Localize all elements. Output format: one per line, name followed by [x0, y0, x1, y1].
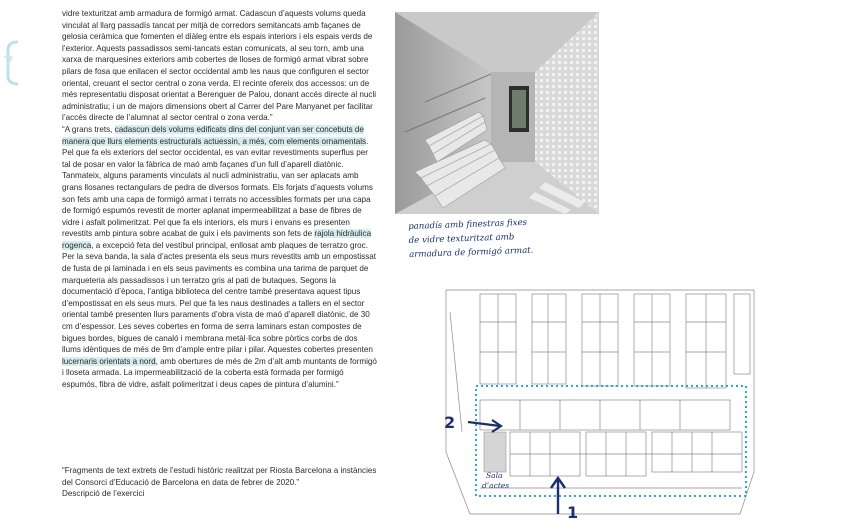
highlighted-text: lucernaris orientats a nord: [62, 356, 156, 366]
stair-corridor-photo: [395, 12, 599, 214]
text-run: “A grans trets,: [62, 124, 115, 134]
highlighted-text: cadascun dels volums edificats dins del conjunt van ser concebuts de manera que llurs elements estructurals actuessin, a més, com elements ornamentals: [62, 124, 367, 146]
paragraph-1: [62, 8, 378, 124]
site-plan: [440, 282, 760, 522]
label-actes: d’actes: [482, 481, 510, 490]
arrow-2-number: 2: [444, 413, 456, 432]
text-run: , a excepció feta del vestíbul principal, enllosat amb plaques de terratzo groc. Per la seva banda, la sala d’actes presenta els seus murs revestits amb un empostissat de fusta de pi laminada i en els seus paviments es combina una tarima de parquet de marqueteria als passadissos i un terratzo gris al pati de butaques. Segons la documentació d’època, l’antiga biblioteca del centre també presentava aquest tipus d’empostissat en els seus murs. Pel que fa les naus destinades a tallers en el sector oriental també presenten llurs paraments d’obra vista de maó d’aparell diatònic, de 30 cm d’espessor. Les seves cobertes en forma de serra laminars estan compostes de bigues bordes, bigues de canaló i membrana metàl·lica sobre pòrtics corbs de dos llums idèntiques de més de 9m d’ample entre pilar i pilar. Aquestes cobertes presenten: [62, 240, 377, 355]
footnote-caption: Descripció de l’exercici: [62, 489, 145, 499]
margin-question-mark: ?: [3, 51, 14, 75]
handwritten-line-1: panadís amb finestras fixes: [408, 217, 528, 232]
arrow-1-number: 1: [567, 503, 579, 522]
text-run: vidre texturitzat amb armadura de formigó armat. Cadascun d’aquests volums queda vinculat al llarg passadís tancat per mitjà de corredors semitancats amb façanes de gelosia ceràmica que fomenten el diàleg entre els espais interiors i els espais verds de l’exterior. Aquests passadissos semi-tancats estan comunicats, al seu torn, amb una xarxa de marquesines exteriors amb cobertes de lloses de formigó armat vibrat sobre pilars de fosa que enllacen el sector occidental amb les naus que configuren el sector oriental, creuant el sector central o zona verda. El recinte ofereix dos accessos: un de més representatiu disposat orientat a Berenguer de Palou, donant accés directe al nucli administratiu; i un de majors dimensions obert al Carrer del Pare Manyanet per facilitar l’accés directe de l’alumnat al sector central o zona verda.”: [62, 9, 377, 123]
text-run: . Pel que fa els exteriors del sector occidental, es van evitar revestiments superflus per tal de posar en valor la fàbrica de maó amb façanes d’un full d’aparell diatònic. Tanmateix, alguns paraments vinculats al nucli administratiu, van ser aplacats amb grans llosanes rectangulars de pedra de diversos formats. Els forjats d’aquests volums son fets amb una capa de formigó armat i terrats no accessibles formats per una capa de formigó espumós revestit de morter aplanat impermeabilitzat a base de fibres de vidre i asfalt polimeritzat. Pel que fa els interiors, els murs i envans es presenten revestits amb pintura sobre acabat de guix i els paviments son fets de: [62, 136, 373, 239]
margin-bracket-icon: [2, 40, 22, 86]
handwritten-line-2: de vidre texturitzat amb: [408, 232, 515, 246]
paragraph-2: [62, 124, 378, 391]
handwritten-line-3: armadura de formigó armat.: [409, 245, 534, 260]
dotted-study-area: [476, 386, 746, 496]
text-run: , amb obertures de més de 2m d’alt amb muntants de formigó i lloseta armada. La impermeabilització de la coberta està formada per formigó espumós, fibra de vidre, asfalt polimeritzat i deus capes de pintura d’alumini.”: [62, 356, 377, 389]
arrow-1-icon: [551, 478, 565, 514]
stair-photo-illustration: [395, 12, 599, 214]
footnote: [62, 465, 378, 500]
footnote-source: “Fragments de text extrets de l’estudi històric realitzat per Riosta Barcelona a instàncies del Consorci d’Educació de Barcelona en data de febrer de 2020.”: [62, 466, 377, 487]
highlighted-text: rajola hidràulica rogenca: [62, 229, 372, 250]
body-text: [62, 8, 378, 391]
handwritten-caption: [408, 216, 534, 262]
label-sala: Sala: [486, 471, 503, 480]
